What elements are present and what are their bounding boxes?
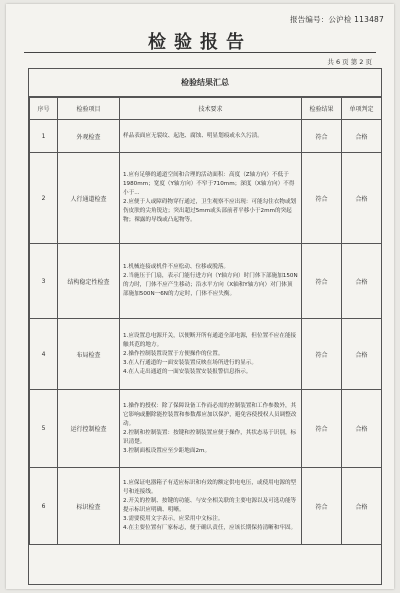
column-header-result: 检验结果: [302, 98, 342, 120]
row-number: 5: [30, 390, 58, 468]
item-judgement: 合格: [342, 319, 382, 390]
inspection-item: 外观检查: [58, 120, 120, 153]
table-row: [30, 153, 382, 244]
row-number: 4: [30, 319, 58, 390]
requirement-line: 2.控制和控制装置：按键和控制装置应便于操作，其状态易于识别，标识清楚。: [123, 429, 297, 445]
inspection-result: 符合: [302, 120, 342, 153]
table-row: [30, 120, 382, 153]
requirement-line: 1.机械连接或机件不应松动、位移或脱落。: [123, 264, 230, 270]
inspection-result: 符合: [302, 153, 342, 244]
table-row: [30, 468, 382, 545]
table-header-row: [30, 98, 382, 120]
requirement-line: 2.操作控制装置设置于方便操作的位置。: [123, 350, 224, 357]
technical-requirements: [120, 244, 302, 319]
summary-title: 检验结果汇总: [29, 69, 381, 97]
item-judgement: 合格: [342, 244, 382, 319]
requirement-line: 3.控制面板设置应至少距地面2m。: [123, 447, 211, 454]
inspection-item: 运行控制检查: [58, 390, 120, 468]
title-divider: [24, 52, 376, 53]
column-header-item: 检验项目: [58, 98, 120, 120]
item-judgement: 合格: [342, 390, 382, 468]
requirement-line: 3.需要使用文字表示，应采用中文标注。: [123, 516, 224, 522]
technical-requirements: [120, 153, 302, 244]
item-judgement: 合格: [342, 153, 382, 244]
row-number: 6: [30, 468, 58, 545]
report-page: [6, 4, 394, 589]
technical-requirements: [120, 390, 302, 468]
table-row: [30, 244, 382, 319]
technical-requirements: [120, 120, 302, 153]
item-judgement: 合格: [342, 120, 382, 153]
requirement-line: 样品表面应无裂纹、起泡、腐蚀、明显划痕或永久污渍。: [123, 132, 263, 139]
requirement-line: 1.应有足够的通道空间和合理的活动面积：高度（Z轴方向）不低于1980mm；宽度（Y轴方向）不窄于710mm；深度（X轴方向）不得小于...: [123, 172, 295, 196]
column-header-judgement: 单项判定: [342, 98, 382, 120]
inspection-item: 结构稳定性检查: [58, 244, 120, 319]
table-row: [30, 390, 382, 468]
technical-requirements: [120, 468, 302, 545]
requirement-line: 1.应保证电器箱子有适应标识和有效的额定供电电压，或使用电源的型号和连接线。: [123, 480, 297, 495]
item-judgement: 合格: [342, 468, 382, 545]
requirement-line: 1.应设置总电源开关，以便断开所有通道全部电源，但位置不应在能接触其范的地方。: [123, 332, 297, 348]
results-table: [29, 97, 382, 545]
inspection-item: 人行通道检查: [58, 153, 120, 244]
technical-requirements: [120, 319, 302, 390]
inspection-result: 符合: [302, 468, 342, 545]
inspection-item: 标识检查: [58, 468, 120, 545]
requirement-line: 2.应便于人或障碍物穿行通过，卫生观察不应出现：可能勾住衣物或划伤皮肤的尖角锐边；突出超过5mm或头部前者平移小于2mm的突起物；裸露的导线或凸起物等。: [123, 199, 297, 223]
column-header-requirements: 技术要求: [120, 98, 302, 120]
row-number: 1: [30, 120, 58, 153]
report-number: 报告编号：公沪检 113487: [289, 15, 384, 24]
page-title: 检验报告: [148, 32, 252, 53]
row-number: 3: [30, 244, 58, 319]
results-summary-frame: [28, 68, 382, 585]
requirement-line: 2.当施压于门扇，表示门能行进方向（Y轴方向）时门体下部施加150N的力时，门体不应产生移动；沿水平方向（X轴和Y轴方向）对门体顶部施加500N一6N的力定时，门体不应失衡。: [123, 273, 298, 297]
column-header-no: 序号: [30, 98, 58, 120]
requirement-line: 1.操作的授权：除了保障设备工作而必需的控制装置和工作参数外，其它影响或删除能控装置和参数都应加以保护，避免容使授权人员调整改动。: [123, 402, 297, 427]
table-row: [30, 319, 382, 390]
requirement-line: 3.在人行通道的一面安装装置反映在场所进行的显示。: [123, 359, 257, 366]
inspection-item: 布局检查: [58, 319, 120, 390]
requirement-line: 4.在人走出通道的一面安装装置安装报警信息指示。: [123, 368, 252, 375]
requirement-line: 4.在主要位置有厂家标志，便于确认责任，应该长期保持清晰和牢固。: [123, 525, 297, 531]
inspection-result: 符合: [302, 319, 342, 390]
requirement-line: 2.开关的控制、按键的功能、与安全相关联的主要电源以及可选功能等提示标识应明确、明晰。: [123, 498, 297, 513]
row-number: 2: [30, 153, 58, 244]
inspection-result: 符合: [302, 390, 342, 468]
inspection-result: 符合: [302, 244, 342, 319]
page-info: 共 6 页 第 2 页: [327, 58, 372, 66]
